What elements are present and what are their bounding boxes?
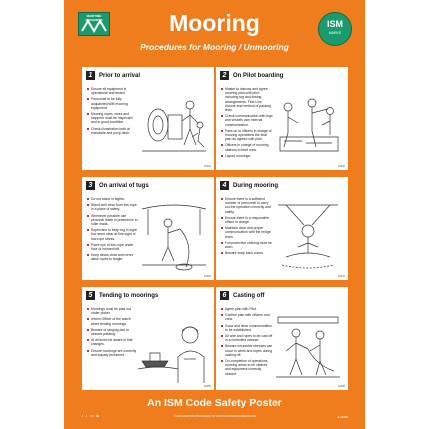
list-item: Whenever possible use personal leads in preference to roller leads. — [87, 214, 139, 227]
mooring-winch-operation-illustration — [272, 195, 344, 275]
panel-header — [220, 181, 278, 190]
list-item: Agree plan with Pilot. — [221, 307, 273, 311]
footer-title: An ISM Code Safety Poster — [147, 397, 282, 409]
panel-title: Prior to arrival — [99, 72, 141, 79]
list-item: Layout moorings. — [221, 154, 273, 158]
panel-casting-off — [216, 287, 348, 390]
crew-preparing-winch-illustration — [138, 85, 210, 165]
panel-title: On arrival of tugs — [99, 182, 149, 189]
panel-tending-to-moorings — [82, 287, 214, 390]
tug-line-handling-illustration — [138, 195, 210, 275]
footer-bar — [82, 414, 348, 422]
panel-on-arrival-of-tugs — [82, 177, 214, 280]
step-number: 4 — [220, 181, 229, 190]
list-item: Ensure moorings are correctly and equally tensioned. — [87, 349, 139, 357]
list-item: Full protective clothing must be worn. — [221, 241, 273, 249]
panel-header — [86, 291, 158, 300]
panel-header — [86, 181, 149, 190]
list-item: Ensure all equipment is operational and tested. — [87, 87, 139, 95]
list-item: Check illumination both at forecastle and poop deck. — [87, 127, 139, 135]
list-item: Mooring ropes, wires and stoppers must be inspected and in good condition. — [87, 112, 139, 125]
safety-poster — [64, 0, 365, 429]
step-number: 6 — [220, 291, 229, 300]
list-item: Ensure there is a sufficient number of personnel to carry out the operation correctly and safely. — [221, 197, 273, 214]
brand-logo-text: MARITIME PROGRESS — [85, 14, 103, 22]
list-item: Check communication with tugs and vessels own internal communication. — [221, 114, 273, 127]
product-code: ■ 10400 — [337, 415, 348, 419]
casting-off-crew-illustration — [272, 305, 344, 385]
panel-header — [86, 71, 140, 80]
reference-code: 10401 — [203, 165, 211, 168]
panel-during-mooring — [216, 177, 348, 280]
list-item: On completion of operations, mooring areas to be cleared and equipment correctly stowed. — [221, 359, 273, 376]
list-item: Keep decks clear and never allow ropes to tangle. — [87, 253, 139, 261]
step-number: 1 — [86, 71, 95, 80]
instruction-list — [87, 307, 139, 359]
list-item: Stand well clear from tow-rope in a place of safety. — [87, 203, 139, 211]
list-item: Do not stand in bights. — [87, 197, 139, 201]
ism-badge-text: ISM — [326, 19, 343, 29]
panel-title: Tending to moorings — [99, 292, 159, 299]
instruction-list — [221, 197, 273, 257]
copyright-text: © 2020 MARITIME PROGRESS LTD WWW.MARITIMEPROGRESS.COM — [173, 415, 257, 418]
instruction-list — [87, 197, 139, 264]
step-number: 3 — [86, 181, 95, 190]
pilot-boarding-meeting-illustration — [272, 85, 344, 165]
panel-title: On Pilot boarding — [233, 72, 284, 79]
reference-code: 10404 — [337, 275, 345, 278]
poster-subtitle: Procedures for Mooring / Unmooring — [140, 42, 289, 52]
list-item: All wire and ropes to be cast off in a controlled manner. — [221, 334, 273, 342]
reference-code: 10403 — [203, 275, 211, 278]
list-item: At all times be aware of tide changes. — [87, 338, 139, 346]
list-item: Inform Officer of the watch when tending moorings. — [87, 317, 139, 325]
reference-code: 10406 — [337, 385, 345, 388]
reference-code: 10402 — [337, 165, 345, 168]
poster-title: Mooring — [169, 10, 260, 36]
list-item: Personnel to be fully acquainted with mooring equipment. — [87, 97, 139, 110]
list-item: Master to discuss and agree mooring plan with pilot, including tug and towing arrangements. First Line Ashore and method of passing lines. — [221, 87, 273, 112]
list-item: Moorings must be paid out under power. — [87, 307, 139, 315]
list-item: Officers in charge of mooring stations to brief crew. — [221, 143, 273, 151]
list-item: Beware of ranging due to vessels passing. — [87, 328, 139, 336]
step-number: 5 — [86, 291, 95, 300]
instruction-list — [221, 87, 273, 160]
reference-code: 10405 — [203, 385, 211, 388]
panel-on-pilot-boarding — [216, 67, 348, 170]
instruction-list — [221, 307, 273, 378]
officer-ship-in-harbour-illustration — [138, 305, 210, 385]
ism-badge-subtext: MARKS — [328, 31, 342, 35]
list-item: Beware excessive stresses can occur in wires and ropes during casting off. — [221, 344, 273, 357]
panel-header — [220, 291, 264, 300]
list-item: Maintain clear and proper communication with the bridge team. — [221, 226, 273, 239]
list-item: Confirm plan with officers and crew. — [221, 313, 273, 321]
panel-header — [220, 71, 283, 80]
list-item: Pass on to officers in charge of mooring operations the final plan as agreed with pilot. — [221, 129, 273, 142]
ism-badge — [318, 12, 352, 46]
list-item: Supervisor to keep tug in sight but never clear at first sight of tow-rope stress. — [87, 228, 139, 241]
step-number: 2 — [220, 71, 229, 80]
social-media-icons: f t in ▶ — [82, 414, 101, 418]
list-item: Good and clear communication to be established. — [221, 324, 273, 332]
list-item: Ensure there is a responsible officer in charge. — [221, 216, 273, 224]
list-item: Beware snap back zones. — [221, 251, 273, 255]
instruction-list — [87, 87, 139, 137]
list-item: Place eye of tow-rope under floor of inboard bitt. — [87, 243, 139, 251]
panel-prior-to-arrival — [82, 67, 214, 170]
panel-title: Casting off — [233, 292, 265, 299]
panel-title: During mooring — [233, 182, 278, 189]
